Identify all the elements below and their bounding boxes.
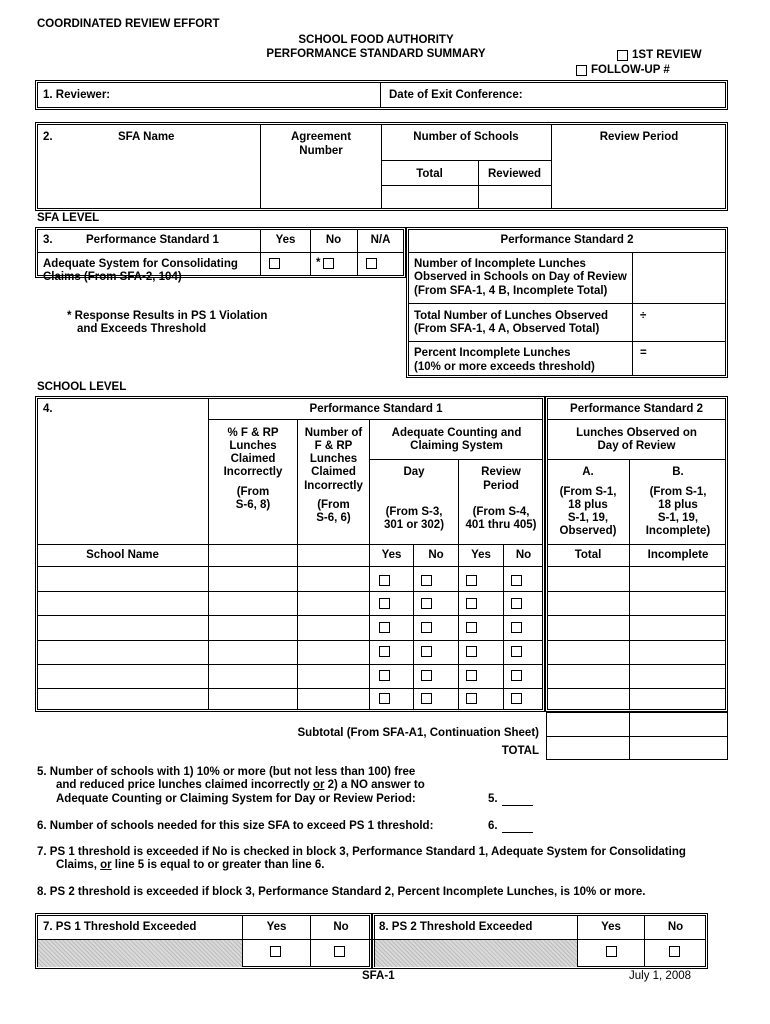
- day-source-2: 301 or 302): [383, 519, 445, 531]
- review-no-header: No: [515, 549, 532, 561]
- sfa-name-header: SFA Name: [118, 131, 175, 143]
- day-no-checkbox[interactable]: [421, 670, 432, 681]
- org-title: COORDINATED REVIEW EFFORT: [37, 18, 220, 30]
- review-no-checkbox[interactable]: [511, 575, 522, 586]
- ps1-threshold-no-header: No: [333, 921, 349, 933]
- school-level-label: SCHOOL LEVEL: [37, 381, 127, 393]
- ps2-sfa-header: Performance Standard 2: [500, 234, 634, 246]
- lunches-observed-2: (From SFA-1, 4 A, Observed Total): [414, 323, 600, 335]
- adequate-na-checkbox[interactable]: [366, 258, 377, 269]
- adequate-counting-header-1: Adequate Counting and: [391, 427, 522, 439]
- answer-6-label: 6.: [488, 820, 498, 832]
- day-yes-checkbox[interactable]: [379, 598, 390, 609]
- reviewer-label: 1. Reviewer:: [43, 89, 111, 101]
- ps1-shaded-cell: [38, 940, 242, 967]
- column-b-header: B.: [672, 466, 684, 478]
- review-no-checkbox[interactable]: [511, 670, 522, 681]
- day-no-checkbox[interactable]: [421, 598, 432, 609]
- follow-up-label: FOLLOW-UP #: [591, 64, 670, 76]
- adequate-counting-header-2: Claiming System: [410, 440, 503, 452]
- review-yes-header: Yes: [471, 549, 491, 561]
- lunches-observed-1: Total Number of Lunches Observed: [414, 310, 609, 322]
- incomplete-lunches-1: Number of Incomplete Lunches: [414, 258, 586, 270]
- incomplete-lunches-3: (From SFA-1, 4 B, Incomplete Total): [414, 285, 608, 297]
- school-name-header: School Name: [86, 549, 159, 561]
- form-title-line2: PERFORMANCE STANDARD SUMMARY: [266, 48, 486, 60]
- form-date: July 1, 2008: [629, 970, 692, 982]
- violation-note-1: * Response Results in PS 1 Violation: [67, 310, 268, 322]
- ps2-shaded-cell: [375, 940, 577, 967]
- day-header: Day: [403, 466, 425, 478]
- answer-5-line[interactable]: [502, 805, 533, 806]
- block2-number: 2.: [43, 131, 53, 143]
- percent-incomplete-1: Percent Incomplete Lunches: [414, 347, 571, 359]
- subtotal-label: Subtotal (From SFA-A1, Continuation Sheet): [297, 727, 539, 739]
- agreement-header-2: Number: [299, 145, 343, 157]
- block4-number: 4.: [43, 403, 53, 415]
- ps1-threshold-yes-header: Yes: [266, 921, 287, 933]
- ps1-threshold-label: 7. PS 1 Threshold Exceeded: [43, 921, 197, 933]
- ps1-threshold-yes-checkbox[interactable]: [270, 946, 281, 957]
- ps2-school-header: Performance Standard 2: [570, 403, 703, 415]
- number-of-schools-header: Number of Schools: [413, 131, 519, 143]
- review-yes-checkbox[interactable]: [466, 670, 477, 681]
- first-review-checkbox[interactable]: [617, 50, 628, 61]
- review-no-checkbox[interactable]: [511, 693, 522, 704]
- answer-6-line[interactable]: [502, 832, 533, 833]
- total-observed-header: Total: [574, 549, 602, 561]
- percent-incomplete-2: (10% or more exceeds threshold): [414, 361, 595, 373]
- question-7-line1: 7. PS 1 threshold is exceeded if No is checked in block 3, Performance Standard 1, Adequate System for Consolidating: [37, 846, 686, 858]
- ps1-yes-header: Yes: [275, 234, 296, 246]
- review-period-header: Review Period: [599, 131, 679, 143]
- day-no-checkbox[interactable]: [421, 622, 432, 633]
- adequate-no-checkbox[interactable]: [323, 258, 334, 269]
- divide-symbol: ÷: [640, 310, 647, 322]
- follow-up-checkbox[interactable]: [576, 65, 587, 76]
- ps1-threshold-no-checkbox[interactable]: [334, 946, 345, 957]
- review-no-checkbox[interactable]: [511, 622, 522, 633]
- total-schools-header: Total: [416, 168, 443, 180]
- question-5-line1: 5. Number of schools with 1) 10% or more (but not less than 100) free: [37, 766, 416, 778]
- day-no-checkbox[interactable]: [421, 693, 432, 704]
- day-yes-checkbox[interactable]: [379, 622, 390, 633]
- question-5-line2: and reduced price lunches claimed incorrectly or 2) a NO answer to: [56, 779, 425, 791]
- adequate-system-label-2: Claims (From SFA-2, 104): [43, 271, 182, 283]
- day-no-checkbox[interactable]: [421, 575, 432, 586]
- review-yes-checkbox[interactable]: [466, 622, 477, 633]
- ps2-threshold-no-header: No: [667, 921, 684, 933]
- day-no-checkbox[interactable]: [421, 646, 432, 657]
- adequate-yes-checkbox[interactable]: [269, 258, 280, 269]
- column-a-header: A.: [582, 466, 594, 478]
- day-yes-checkbox[interactable]: [379, 670, 390, 681]
- answer-5-label: 5.: [488, 793, 498, 805]
- review-period-header-2: Period: [483, 480, 519, 492]
- question-8: 8. PS 2 threshold is exceeded if block 3, Performance Standard 2, Percent Incomplete Lunches, is 10% or more.: [37, 886, 646, 898]
- review-period-source-1: (From S-4,: [472, 506, 530, 518]
- review-yes-checkbox[interactable]: [466, 693, 477, 704]
- form-title-line1: SCHOOL FOOD AUTHORITY: [298, 34, 454, 46]
- first-review-label: 1ST REVIEW: [632, 49, 702, 61]
- ps1-no-header: No: [325, 234, 342, 246]
- day-source-1: (From S-3,: [385, 506, 443, 518]
- review-yes-checkbox[interactable]: [466, 646, 477, 657]
- day-yes-checkbox[interactable]: [379, 575, 390, 586]
- review-no-checkbox[interactable]: [511, 646, 522, 657]
- ps2-threshold-yes-checkbox[interactable]: [606, 946, 617, 957]
- total-label: TOTAL: [501, 745, 539, 757]
- day-yes-checkbox[interactable]: [379, 646, 390, 657]
- lunches-observed-header-2: Day of Review: [597, 440, 676, 452]
- incomplete-header: Incomplete: [647, 549, 709, 561]
- agreement-header-1: Agreement: [290, 131, 352, 143]
- ps2-threshold-label: 8. PS 2 Threshold Exceeded: [379, 921, 533, 933]
- exit-conference-label: Date of Exit Conference:: [389, 89, 523, 101]
- violation-note-2: and Exceeds Threshold: [77, 323, 207, 335]
- review-yes-checkbox[interactable]: [466, 598, 477, 609]
- lunches-observed-header-1: Lunches Observed on: [576, 427, 697, 439]
- incomplete-lunches-2: Observed in Schools on Day of Review: [414, 271, 627, 283]
- review-yes-checkbox[interactable]: [466, 575, 477, 586]
- sfa-level-label: SFA LEVEL: [37, 212, 100, 224]
- block3-number: 3.: [43, 234, 53, 246]
- day-yes-checkbox[interactable]: [379, 693, 390, 704]
- review-period-header-1: Review: [481, 466, 521, 478]
- ps1-school-header: Performance Standard 1: [309, 403, 443, 415]
- day-no-header: No: [428, 549, 444, 561]
- ps1-na-header: N/A: [370, 234, 391, 246]
- day-yes-header: Yes: [381, 549, 402, 561]
- ps2-threshold-no-checkbox[interactable]: [669, 946, 680, 957]
- review-no-checkbox[interactable]: [511, 598, 522, 609]
- equals-symbol: =: [640, 347, 647, 359]
- adequate-system-label-1: Adequate System for Consolidating: [43, 258, 238, 270]
- violation-asterisk: *: [316, 257, 321, 269]
- ps2-threshold-yes-header: Yes: [601, 921, 621, 933]
- reviewer-block: [35, 80, 728, 110]
- question-5-line3: Adequate Counting or Claiming System for Day or Review Period:: [56, 793, 416, 805]
- question-6: 6. Number of schools needed for this size SFA to exceed PS 1 threshold:: [37, 820, 434, 832]
- reviewed-schools-header: Reviewed: [487, 168, 542, 180]
- question-7-line2: Claims, or line 5 is equal to or greater than line 6.: [56, 859, 325, 871]
- ps1-sfa-header: Performance Standard 1: [86, 234, 219, 246]
- form-number: SFA-1: [362, 970, 395, 982]
- review-period-source-2: 401 thru 405): [465, 519, 537, 531]
